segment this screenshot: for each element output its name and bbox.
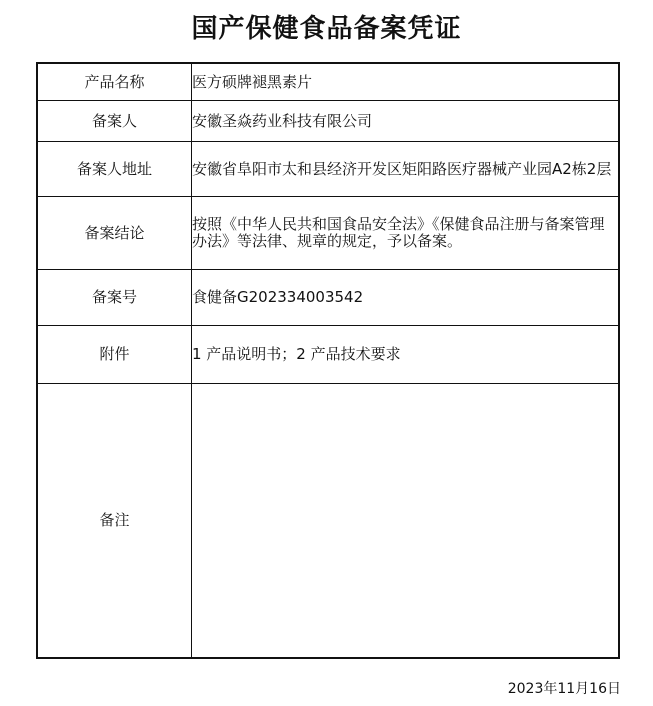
table-row-registrant-address — [37, 142, 619, 197]
table-row-registrant — [37, 101, 619, 142]
remarks-value — [192, 384, 620, 659]
registrant-address-label: 备案人地址 — [37, 142, 192, 197]
table-row-product-name — [37, 63, 619, 101]
registrant-value: 安徽圣焱药业科技有限公司 — [192, 101, 620, 142]
table-row-remarks — [37, 384, 619, 659]
document-title: 国产保健食品备案凭证 — [191, 14, 462, 44]
attachments-label: 附件 — [37, 326, 192, 384]
product-name-label: 产品名称 — [37, 63, 192, 101]
table-row-conclusion — [37, 197, 619, 270]
conclusion-value: 按照《中华人民共和国食品安全法》《保健食品注册与备案管理办法》等法律、规章的规定，予以备案。 — [192, 197, 620, 270]
registrant-label: 备案人 — [37, 101, 192, 142]
registration-number-label: 备案号 — [37, 270, 192, 326]
table-row-attachments — [37, 326, 619, 384]
registration-number-value: 食健备G202334003542 — [192, 270, 620, 326]
issue-date: 2023年11月16日 — [507, 681, 621, 697]
remarks-label: 备注 — [37, 384, 192, 659]
table-row-registration-number — [37, 270, 619, 326]
conclusion-label: 备案结论 — [37, 197, 192, 270]
attachments-value: 1 产品说明书；2 产品技术要求 — [192, 326, 620, 384]
registrant-address-value: 安徽省阜阳市太和县经济开发区矩阳路医疗器械产业园A2栋2层 — [192, 142, 620, 197]
certificate-table — [36, 62, 620, 659]
product-name-value: 医方硕牌褪黑素片 — [192, 63, 620, 101]
